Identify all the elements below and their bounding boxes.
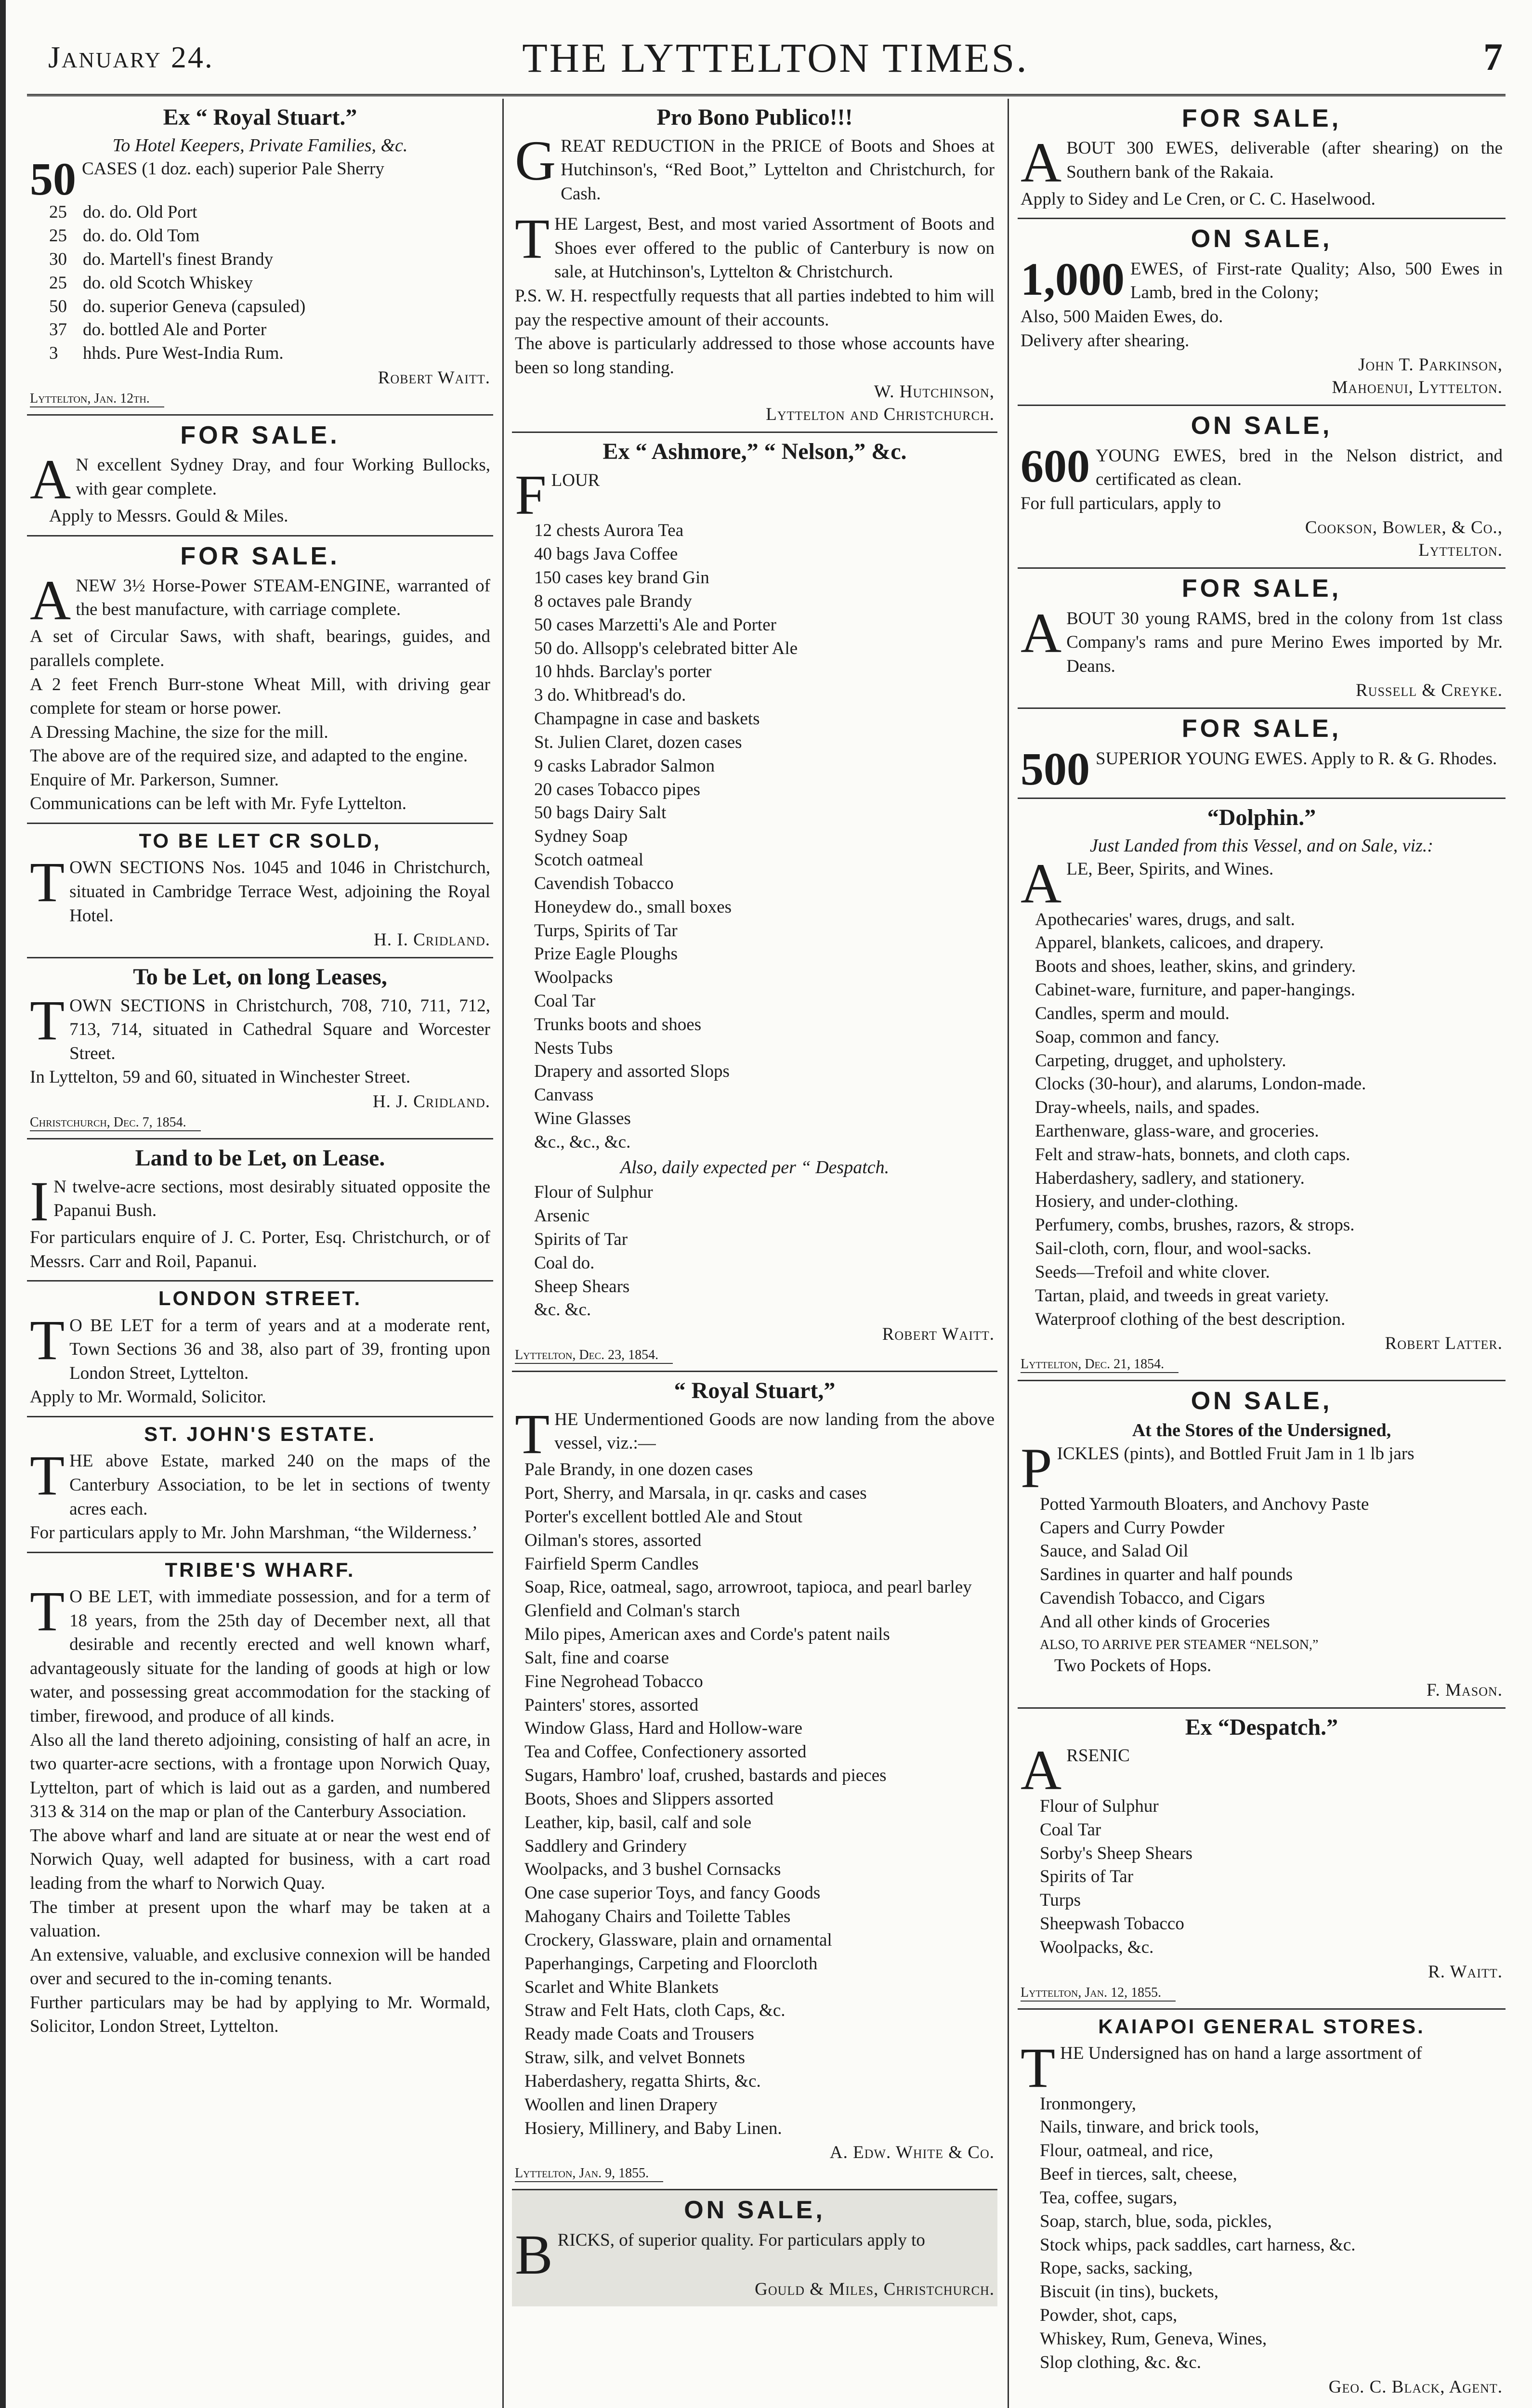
list-item: Haberdashery, sadlery, and stationery. [1035,1168,1305,1188]
signature: H. J. Cridland. [372,1092,490,1112]
dateline: Lyttelton, Jan. 12th. [30,391,164,407]
signature: Robert Waitt. [882,1324,995,1345]
list-item: 50 cases Marzetti's Ale and Porter [534,615,776,635]
ad-subheading: To Hotel Keepers, Private Families, &c. [112,135,408,156]
list-item: Trunks boots and shoes [534,1014,702,1034]
ad-body: 500 SUPERIOR YOUNG EWES. Apply to R. & G. Rhodes. [1021,743,1497,795]
signature: A. Edw. White & Co. [829,2143,995,2163]
item-list [30,201,490,366]
list-item: Sail-cloth, corn, flour, and wool-sacks. [1035,1239,1311,1259]
list-item: Tea and Coffee, Confectionery assorted [524,1742,807,1762]
ad-heading: To be Let, on long Leases, [133,964,387,990]
ad-body: 600 YOUNG EWES, bred in the Nelson district, and certificated as clean. [1021,440,1503,492]
list-item: Apparel, blankets, calicoes, and drapery. [1035,933,1324,953]
list-item: Drapery and assorted Slops [534,1061,730,1082]
list-item: Boots, Shoes and Slippers assorted [524,1789,773,1809]
ad-long-leases [27,958,493,1139]
ad-body: ARSENIC [1021,1739,1130,1802]
issue-date: January 24. [48,40,214,74]
list-item: Milo pipes, American axes and Corde's patent nails [524,1624,890,1645]
ad-subheading: At the Stores of the Undersigned, [1132,1420,1391,1440]
ad-heading: FOR SALE, [1181,105,1342,132]
list-item: Ironmongery, [1040,2094,1137,2114]
ad-body: FLOUR [515,463,600,526]
dateline: Lyttelton, Jan. 9, 1855. [515,2166,663,2182]
signature: Russell & Creyke. [1356,681,1503,701]
list-item: Arsenic [534,1206,590,1226]
binding-edge [0,0,6,2408]
list-item: Coal Tar [534,991,596,1011]
list-item: Champagne in case and baskets [534,709,760,729]
list-item: Cavendish Tobacco [534,873,674,893]
list-item: Glenfield and Colman's starch [524,1601,740,1621]
item-list [1021,908,1503,1332]
ad-heading: FOR SALE, [1181,715,1342,743]
list-item: 9 casks Labrador Salmon [534,756,715,776]
also-expected: Also, daily expected per “ Despatch. [620,1157,890,1178]
list-item: Crockery, Glassware, plain and ornamental [524,1930,832,1950]
ad-heading: Ex “Despatch.” [1185,1714,1338,1740]
ad-paragraph: The above wharf and land are situate at or near the west end of Norwich Quay, well adapted for business, with a cart road leading from the wharf to Norwich Quay. [30,1825,490,1893]
list-item: Cavendish Tobacco, and Cigars [1040,1588,1265,1609]
list-item: Coal Tar [1040,1819,1101,1840]
ad-body: T O BE LET for a term of years and at a moderate rent, Town Sections 36 and 38, also part of 39, fronting upon London Street, Lyttelton. [30,1308,490,1383]
list-item: Spirits of Tar [1040,1867,1134,1887]
ad-sydney-dray [27,416,493,536]
ad-body: I N twelve-acre sections, most desirably situated opposite the Papanui Bush. [30,1169,490,1233]
ad-300-ewes [1018,99,1506,219]
list-item: 50 bags Dairy Salt [534,803,667,823]
ad-royal-stuart-goods [512,1372,997,2190]
list-item: Capers and Curry Powder [1040,1518,1225,1538]
ad-heading: “ Royal Stuart,” [674,1378,836,1404]
signature: H. I. Cridland. [374,930,490,950]
signature: Cookson, Bowler, & Co., [1305,518,1503,538]
ad-paragraph: An extensive, valuable, and exclusive connexion will be handed over and secured to the in-coming tenants. [30,1945,490,1989]
list-item: 150 cases key brand Gin [534,568,709,588]
ad-paragraph: A set of Circular Saws, with shaft, bearings, guides, and parallels complete. [30,627,490,670]
list-item: Dray-wheels, nails, and spades. [1035,1098,1260,1118]
ad-body: T O BE LET, with immediate possession, and for a term of 18 years, from the 25th day of December next, all that desirable and recently erected and well known wharf, advantageously situate for the landing of goods at high or low water, and possessing great accommodation for the stacking of timber, firewood, and produce of all kinds. [30,1580,490,1726]
column-1 [27,99,493,2408]
ad-paragraph: For particulars enquire of J. C. Porter, Esq. Christchurch, or of Messrs. Carr and Roil, Papanui. [30,1228,490,1271]
ad-rams [1018,569,1506,709]
list-item: Wine Glasses [534,1109,631,1129]
ad-body: THE Undermentioned Goods are now landing from the above vessel, viz.:— [515,1402,995,1466]
ad-heading: “Dolphin.” [1207,804,1316,830]
ad-tribes-wharf [27,1553,493,2045]
list-item: Flour of Sulphur [1040,1796,1159,1816]
ad-heading: ON SALE, [1191,1387,1333,1415]
ad-body: THE above Estate, marked 240 on the maps of the Canterbury Association, to be let in sections of twenty acres each. [30,1444,490,1519]
ad-body: ANEW 3½ Horse-Power STEAM-ENGINE, warranted of the best manufacture, with carriage complete. [30,568,490,632]
ad-paragraph: THE Largest, Best, and most varied Assortment of Boots and Shoes ever offered to the public of Canterbury is now on sale, at Hutchinson's, Lyttelton & Christchurch. [515,207,995,282]
signature-location: Mahoenui, Lyttelton. [1332,378,1503,398]
ad-heading: TO BE LET CR SOLD, [139,829,381,852]
list-item: Woolpacks, &c. [1040,1937,1154,1957]
list-item: Potted Yarmouth Bloaters, and Anchovy Paste [1040,1494,1369,1514]
ad-paragraph: In Lyttelton, 59 and 60, situated in Winchester Street. [30,1067,411,1087]
list-item: Sheepwash Tobacco [1040,1914,1184,1934]
list-item: Clocks (30-hour), and alarums, London-made. [1035,1074,1366,1094]
item-list [1021,1493,1503,1634]
list-item: Mahogany Chairs and Toilette Tables [524,1907,791,1927]
list-item: Fine Negrohead Tobacco [524,1671,703,1691]
ad-paragraph: The above is particularly addressed to those whose accounts have been so long standing. [515,334,995,378]
ad-heading: ON SALE, [684,2196,825,2225]
list-item: Tea, coffee, sugars, [1040,2187,1178,2208]
dateline: Christchurch, Dec. 7, 1854. [30,1115,201,1131]
list-item: Soap, common and fancy. [1035,1027,1219,1047]
list-item: Prize Eagle Ploughs [534,944,678,964]
list-item: 50 do. Allsopp's celebrated bitter Ale [534,638,798,658]
list-item: 40 bags Java Coffee [534,544,678,564]
list-item: Port, Sherry, and Marsala, in qr. casks and cases [524,1483,867,1504]
ad-apply: Apply to Mr. Wormald, Solicitor. [30,1387,266,1407]
list-item: Boots and shoes, leather, skins, and grindery. [1035,956,1356,977]
list-item: Soap, Rice, oatmeal, sago, arrowroot, tapioca, and pearl barley [524,1577,972,1597]
list-item: Tartan, plaid, and tweeds in great variety. [1035,1285,1329,1306]
list-item: Waterproof clothing of the best description. [1035,1309,1346,1329]
ad-st-johns-estate [27,1417,493,1553]
column-rule-1 [502,99,504,2408]
list-item: Carpeting, drugget, and upholstery. [1035,1050,1286,1071]
ad-steam-engine [27,537,493,824]
dateline: Lyttelton, Dec. 23, 1854. [515,1348,673,1364]
signature: R. Waitt. [1428,1962,1503,1982]
list-item: Whiskey, Rum, Geneva, Wines, [1040,2329,1267,2349]
ad-1000-ewes [1018,219,1506,406]
ad-paragraph: The above are of the required size, and adapted to the engine. [30,746,468,766]
ad-paragraph: The timber at present upon the wharf may be taken at a valuation. [30,1897,490,1941]
ad-dolphin [1018,799,1506,1381]
list-item: Apothecaries' wares, drugs, and salt. [1035,909,1295,929]
ad-ashmore-nelson [512,433,997,1372]
signature: John T. Parkinson, [1358,355,1503,375]
ad-heading: FOR SALE. [180,542,340,570]
list-item: Paperhangings, Carpeting and Floorcloth [524,1953,818,1974]
list-item: Woolpacks, and 3 bushel Cornsacks [524,1859,781,1880]
list-item: Sheep Shears [534,1276,630,1296]
ad-paragraph: Also, 500 Maiden Ewes, do. [1021,306,1223,327]
list-item: Nests Tubs [534,1038,613,1058]
item-list [1021,2093,1503,2375]
ad-body: ALE, Beer, Spirits, and Wines. [1021,852,1274,916]
masthead-rule [27,94,1506,96]
ad-land-lease [27,1139,493,1282]
list-item: 37 do. bottled Ale and Porter [49,320,267,340]
item-list [515,519,995,1154]
list-item: Coal do. [534,1253,595,1273]
ad-london-street [27,1282,493,1417]
ad-apply: Apply to Messrs. Gould & Miles. [49,506,288,526]
list-item: 25 do. do. Old Port [49,202,197,222]
signature: W. Hutchinson, [874,382,995,402]
list-item: Beef in tierces, salt, cheese, [1040,2164,1237,2185]
ad-heading: LONDON STREET. [158,1287,362,1310]
list-item: Nails, tinware, and brick tools, [1040,2117,1259,2137]
ad-paragraph: Enquire of Mr. Parkerson, Sumner. [30,770,279,790]
masthead [48,34,1503,87]
list-item: &c., &c., &c. [534,1132,631,1152]
list-item: Woolpacks [534,968,613,988]
signature: Robert Waitt. [378,368,490,388]
list-item: Rope, sacks, sacking, [1040,2258,1193,2278]
list-item: Powder, shot, caps, [1040,2305,1178,2326]
ad-royal-stuart-spirits [27,99,493,416]
list-item: Cabinet-ware, furniture, and paper-hangings. [1035,980,1356,1000]
item-list [515,1458,995,2140]
list-item: Painters' stores, assorted [524,1695,699,1715]
list-item: Fairfield Sperm Candles [524,1554,699,1574]
signature: F. Mason. [1426,1680,1503,1700]
list-item: 3 hhds. Pure West-India Rum. [49,343,284,364]
list-item: Perfumery, combs, brushes, razors, & strops. [1035,1215,1355,1235]
ad-paragraph: A 2 feet French Burr-stone Wheat Mill, with driving gear complete for steam or horse power. [30,674,490,719]
ad-despatch [1018,1709,1506,2010]
dateline: Lyttelton, Dec. 21, 1854. [1021,1357,1178,1373]
ad-500-ewes [1018,709,1506,799]
list-item: Felt and straw-hats, bonnets, and cloth caps. [1035,1144,1350,1165]
list-item: Canvass [534,1085,594,1105]
ad-body: A N excellent Sydney Dray, and four Working Bullocks, with gear complete. [30,448,490,511]
ad-heading: Pro Bono Publico!!! [656,105,853,130]
list-item: Biscuit (in tins), buckets, [1040,2282,1218,2302]
list-item: 50 do. superior Geneva (capsuled) [49,296,306,316]
ad-apply: Apply to Sidey and Le Cren, or C. C. Haselwood. [1021,189,1375,209]
ad-body: 50 CASES (1 doz. each) superior Pale Sherry [30,153,384,205]
list-item: 25 do. do. Old Tom [49,226,200,246]
list-item: Ready made Coats and Trousers [524,2024,754,2044]
list-item: Hosiery, Millinery, and Baby Linen. [524,2118,782,2138]
ad-heading: TRIBE'S WHARF. [165,1558,355,1581]
list-item: St. Julien Claret, dozen cases [534,732,742,752]
list-item: And all other kinds of Groceries [1040,1611,1270,1632]
list-item: Oilman's stores, assorted [524,1530,702,1550]
ad-body: THE Undersigned has on hand a large assortment of [1021,2036,1422,2100]
ad-heading: KAIAPOI GENERAL STORES. [1098,2015,1425,2038]
list-item: Salt, fine and coarse [524,1648,669,1668]
list-item: Saddlery and Grindery [524,1836,687,1856]
ad-heading: ST. JOHN'S ESTATE. [144,1422,376,1445]
ad-paragraph: A Dressing Machine, the size for the mill. [30,722,328,742]
list-item: Candles, sperm and mould. [1035,1003,1230,1023]
ad-pickles [1018,1381,1506,1708]
dateline: Lyttelton, Jan. 12, 1855. [1021,1985,1176,2002]
column-2 [512,99,997,2408]
item-list [1021,1795,1503,1960]
list-item: Hosiery, and under-clothing. [1035,1191,1239,1212]
ad-paragraph: P.S. W. H. respectfully requests that all parties indebted to him will pay the respective amount of their accounts. [515,286,995,330]
list-item: Scotch oatmeal [534,850,644,870]
ad-heading: Land to be Let, on Lease. [135,1145,385,1171]
list-item: Honeydew do., small boxes [534,897,732,917]
ad-paragraph: For particulars apply to Mr. John Marshman, “the Wilderness.’ [30,1523,478,1543]
ad-body: TOWN SECTIONS Nos. 1045 and 1046 in Christchurch, situated in Cambridge Terrace West, adjoining the Royal Hotel. [30,851,490,926]
list-item: Slop clothing, &c. &c. [1040,2352,1202,2372]
ad-body: GREAT REDUCTION in the PRICE of Boots and Shoes at Hutchinson's, “Red Boot,” Lyttelton and Christchurch, for Cash. [515,129,995,204]
ad-bricks [512,2190,997,2306]
ad-paragraph: Communications can be left with Mr. Fyfe Lyttelton. [30,794,407,814]
list-item: Straw and Felt Hats, cloth Caps, &c. [524,2001,786,2021]
list-item: Turps, Spirits of Tar [534,920,678,941]
list-item: Sardines in quarter and half pounds [1040,1565,1293,1585]
list-item: Earthenware, glass-ware, and groceries. [1035,1121,1319,1141]
ad-heading: ON SALE, [1191,412,1333,440]
ad-paragraph: Also all the land thereto adjoining, consisting of half an acre, in two quarter-acre sections, with a frontage upon Norwich Quay, Lyttelton, part of which is laid out as a garden, and numbered 313 & 314 on the map or plan of the Canterbury Association. [30,1730,490,1822]
list-item: Woollen and linen Drapery [524,2094,718,2115]
list-item: Sauce, and Salad Oil [1040,1541,1189,1561]
ad-kaiapoi-stores [1018,2010,1506,2404]
list-item: &c. &c. [534,1300,591,1320]
list-item: Stock whips, pack saddles, cart harness, &c. [1040,2235,1356,2255]
list-item: Window Glass, Hard and Hollow-ware [524,1718,803,1739]
ad-heading: ON SALE, [1191,225,1333,253]
ad-heading: Ex “ Ashmore,” “ Nelson,” &c. [602,439,907,465]
list-item: One case superior Toys, and fancy Goods [524,1883,821,1903]
ad-body: ABOUT 30 young RAMS, bred in the colony from 1st class Company's rams and pure Merino Ewes imported by Mr. Deans. [1021,601,1503,676]
list-item: Sugars, Hambro' loaf, crushed, bastards and pieces [524,1766,887,1786]
list-item: Straw, silk, and velvet Bonnets [524,2048,745,2068]
signature-location: Lyttelton and Christchurch. [766,405,995,425]
signature: Geo. C. Black, Agent. [1328,2377,1503,2397]
ad-pro-bono-publico [512,99,997,433]
signature: Robert Latter. [1385,1334,1503,1354]
list-item: 3 do. Whitbread's do. [534,685,686,706]
ad-body: BRICKS, of superior quality. For particulars apply to [515,2223,925,2286]
list-item: 25 do. old Scotch Whiskey [49,273,253,293]
list-item: Soap, starch, blue, soda, pickles, [1040,2211,1272,2231]
ad-subheading: Just Landed from this Vessel, and on Sale, viz.: [1089,835,1434,856]
ad-let-or-sold [27,824,493,958]
ad-body: ABOUT 300 EWES, deliverable (after shearing) on the Southern bank of the Rakaia. [1021,131,1503,195]
list-item: 8 octaves pale Brandy [534,591,692,611]
list-item: Haberdashery, regatta Shirts, &c. [524,2071,761,2091]
list-item: Scarlet and White Blankets [524,1977,719,1997]
list-item: Spirits of Tar [534,1229,628,1249]
column-3 [1018,99,1506,2408]
column-rule-2 [1008,99,1009,2408]
signature-location: Lyttelton. [1418,540,1503,561]
ad-paragraph: Delivery after shearing. [1021,330,1190,351]
ad-paragraph: For full particulars, apply to [1021,493,1221,513]
list-item: Flour of Sulphur [534,1182,653,1203]
list-item: Seeds—Trefoil and white clover. [1035,1262,1270,1282]
ad-body: 1,000 EWES, of First-rate Quality; Also, 500 Ewes in Lamb, bred in the Colony; [1021,253,1503,305]
list-item: Sorby's Sheep Shears [1040,1843,1193,1863]
list-item: Pale Brandy, in one dozen cases [524,1460,753,1480]
ad-heading: FOR SALE, [1181,575,1342,603]
ad-heading: FOR SALE. [180,421,340,450]
ad-body: PICKLES (pints), and Bottled Fruit Jam in 1 lb jars [1021,1437,1414,1500]
list-item: 20 cases Tobacco pipes [534,779,701,799]
signature: Gould & Miles, Christchurch. [755,2279,995,2300]
ad-600-ewes [1018,406,1506,569]
newspaper-title: THE LYTTELTON TIMES. [522,35,1029,81]
ad-paragraph: Further particulars may be had by applying to Mr. Wormald, Solicitor, London Street, Lyttelton. [30,1992,490,2037]
list-item: Turps [1040,1890,1081,1911]
ad-heading: Ex “ Royal Stuart.” [163,105,357,130]
list-item: Porter's excellent bottled Ale and Stout [524,1506,802,1527]
item-list [515,1181,995,1322]
list-item: Sydney Soap [534,826,628,847]
ad-body: TOWN SECTIONS in Christchurch, 708, 710, 711, 712, 713, 714, situated in Cathedral Square and Worcester Street. [30,988,490,1063]
also-arriving: ALSO, TO ARRIVE PER STEAMER “NELSON,” [1040,1637,1319,1652]
also-arriving-item: Two Pockets of Hops. [1054,1656,1212,1676]
list-item: Leather, kip, basil, calf and sole [524,1812,752,1832]
list-item: 30 do. Martell's finest Brandy [49,249,274,269]
list-item: 12 chests Aurora Tea [534,521,684,541]
list-item: Flour, oatmeal, and rice, [1040,2141,1214,2161]
page-number: 7 [1483,36,1503,79]
list-item: 10 hhds. Barclay's porter [534,662,712,682]
